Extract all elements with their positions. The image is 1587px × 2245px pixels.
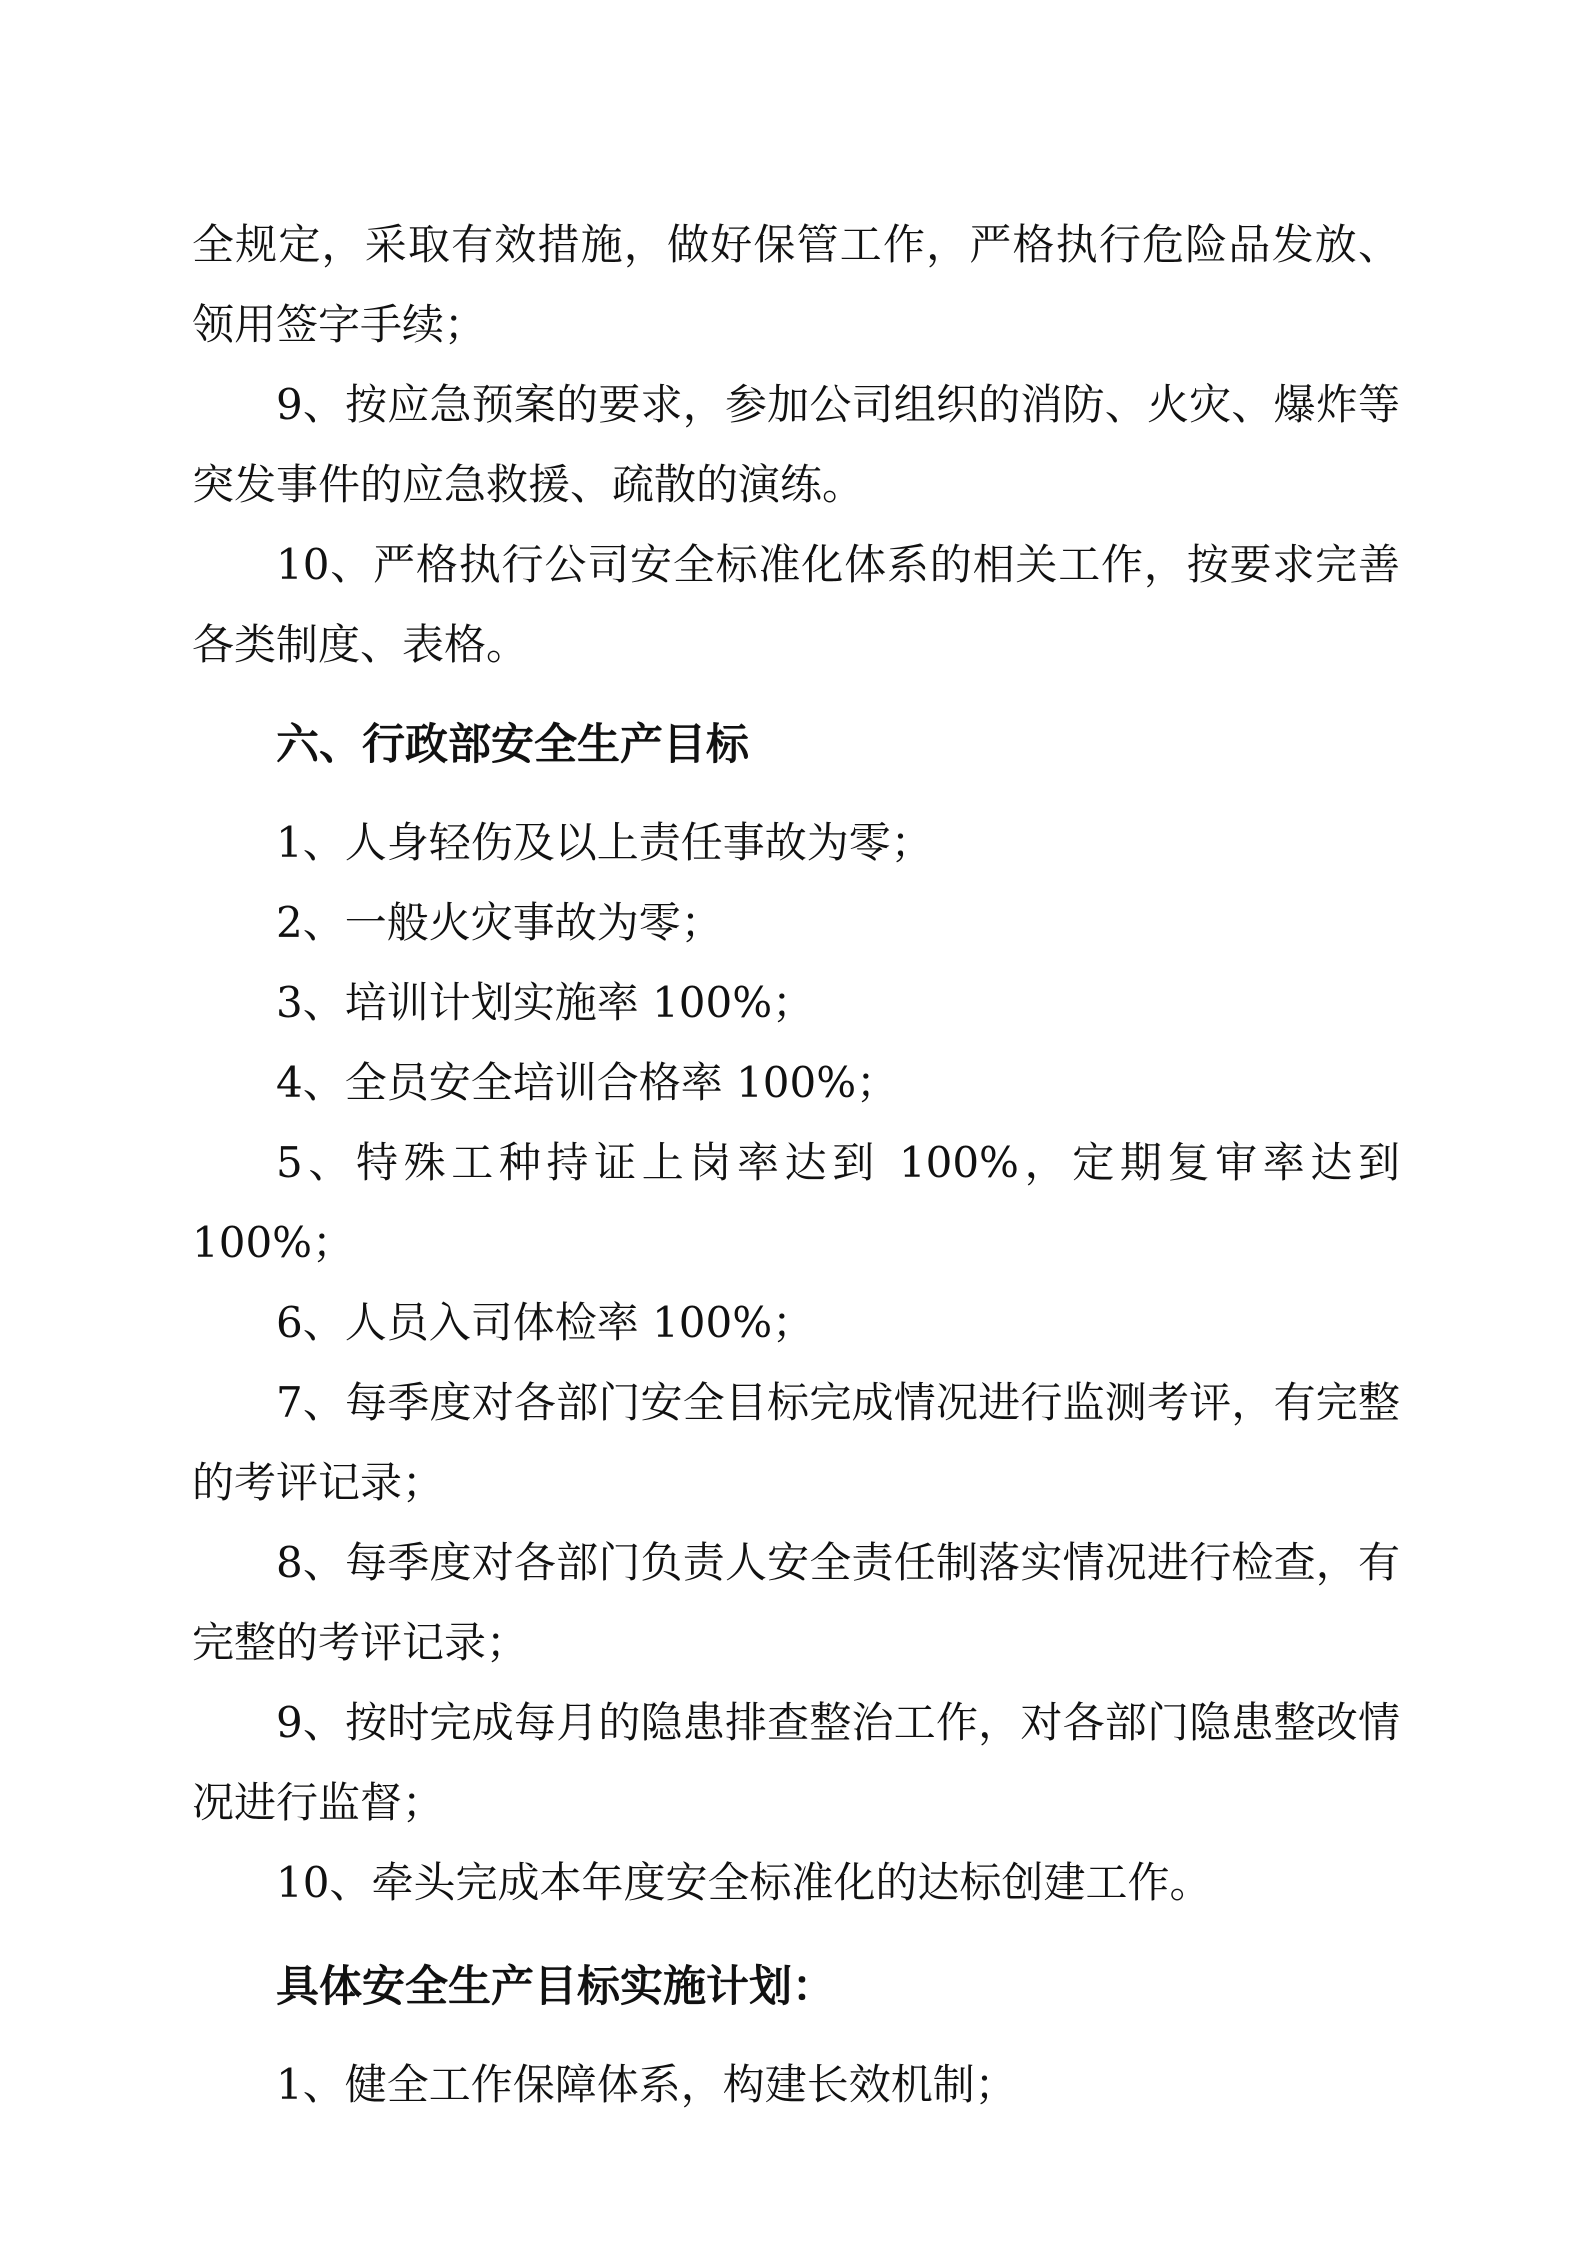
plan-item-1: 1、健全工作保障体系，构建长效机制；	[276, 2060, 1017, 2109]
section-heading-implementation-plan: 具体安全生产目标实施计划：	[276, 1962, 835, 2012]
target-item-4: 4、全员安全培训合格率 100%；	[276, 1058, 899, 1107]
document-body	[192, 205, 1400, 2125]
paragraph-continued-rules: 全规定，采取有效措施，做好保管工作，严格执行危险品发放、领用签字手续；	[192, 220, 1400, 349]
paragraph-item-9-drill: 9、按应急预案的要求，参加公司组织的消防、火灾、爆炸等突发事件的应急救援、疏散的演练。	[192, 380, 1400, 509]
target-item-6: 6、人员入司体检率 100%；	[276, 1298, 815, 1347]
target-item-3: 3、培训计划实施率 100%；	[276, 978, 815, 1027]
target-item-2: 2、一般火灾事故为零；	[276, 898, 723, 947]
target-item-7: 7、每季度对各部门安全目标完成情况进行监测考评，有完整的考评记录；	[192, 1378, 1400, 1507]
section-heading-admin-targets: 六、行政部安全生产目标	[276, 720, 749, 770]
target-item-1: 1、人身轻伤及以上责任事故为零；	[276, 818, 933, 867]
target-item-8: 8、每季度对各部门负责人安全责任制落实情况进行检查，有完整的考评记录；	[192, 1538, 1400, 1667]
target-item-10: 10、牵头完成本年度安全标准化的达标创建工作。	[276, 1858, 1212, 1907]
target-item-5: 5、特殊工种持证上岗率达到 100%，定期复审率达到 100%；	[192, 1138, 1400, 1267]
target-item-9: 9、按时完成每月的隐患排查整治工作，对各部门隐患整改情况进行监督；	[192, 1698, 1400, 1827]
paragraph-item-10-standardization: 10、严格执行公司安全标准化体系的相关工作，按要求完善各类制度、表格。	[192, 540, 1400, 669]
